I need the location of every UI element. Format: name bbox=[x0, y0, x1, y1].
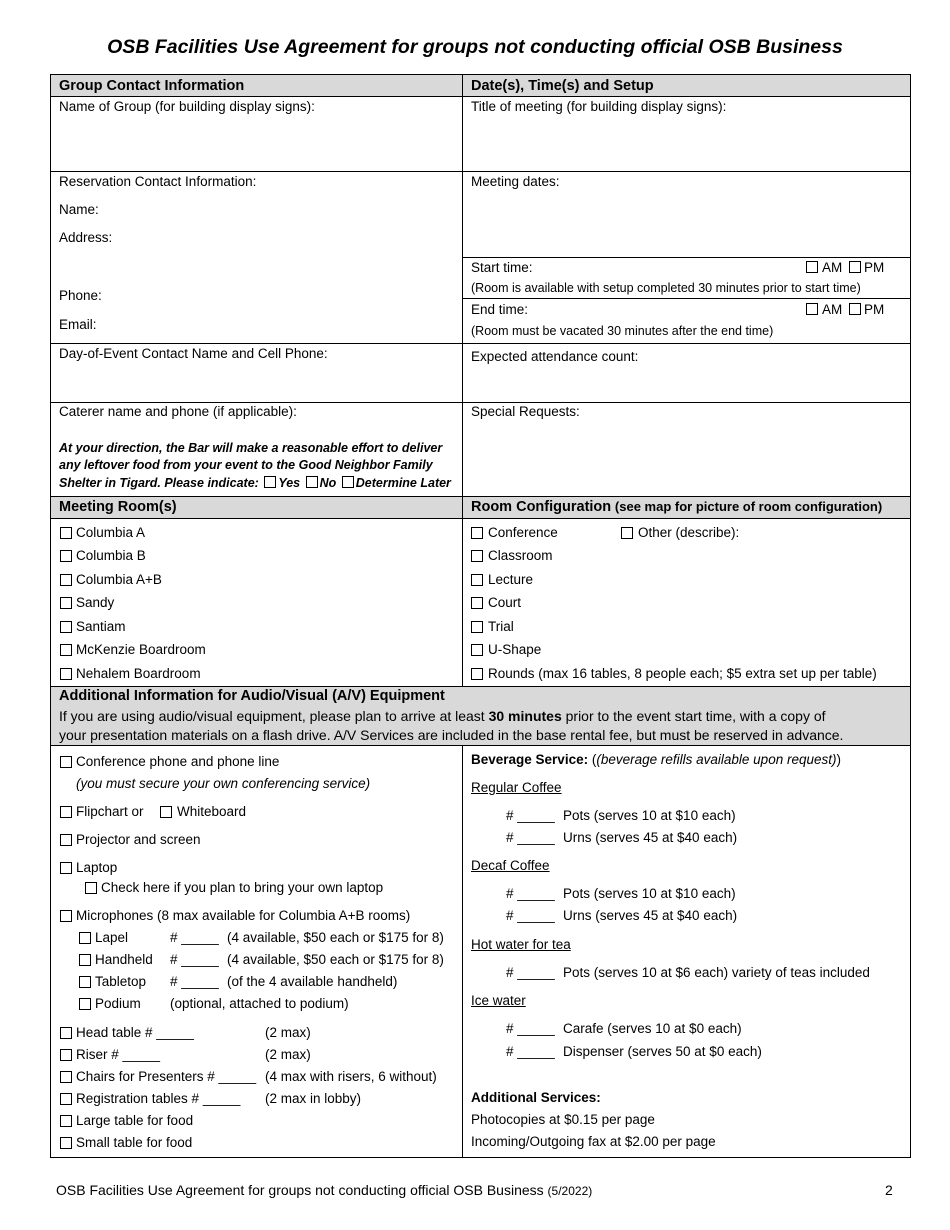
quantity-field[interactable]: # _____ bbox=[506, 1044, 555, 1059]
tabletop-mic-checkbox[interactable] bbox=[79, 976, 91, 988]
room-configuration-title: Room Configuration bbox=[471, 499, 612, 515]
end-time-note: (Room must be vacated 30 minutes after the end time) bbox=[471, 324, 774, 338]
own-laptop-checkbox[interactable] bbox=[85, 882, 97, 894]
yes-label: Yes bbox=[278, 476, 301, 490]
start-am-label: AM bbox=[822, 260, 843, 275]
config-label: Conference bbox=[488, 525, 558, 540]
end-pm-label: PM bbox=[864, 302, 885, 317]
room-label: Columbia A+B bbox=[76, 572, 162, 587]
flipchart-checkbox[interactable] bbox=[60, 806, 72, 818]
row-divider bbox=[50, 518, 911, 519]
paren: ( bbox=[591, 752, 597, 767]
row-divider bbox=[462, 257, 911, 258]
mic-note: (optional, attached to podium) bbox=[170, 996, 349, 1011]
end-am-checkbox[interactable] bbox=[806, 303, 818, 315]
row-divider bbox=[50, 96, 911, 97]
room-label: Nehalem Boardroom bbox=[76, 666, 201, 681]
room-label: Santiam bbox=[76, 619, 126, 634]
whiteboard-label: Whiteboard bbox=[177, 804, 247, 819]
regular-coffee-heading: Regular Coffee bbox=[471, 780, 562, 795]
av-info-emphasis: 30 minutes bbox=[488, 708, 562, 724]
extra-label[interactable]: Registration tables # _____ bbox=[76, 1091, 241, 1106]
start-am-checkbox[interactable] bbox=[806, 261, 818, 273]
end-pm-checkbox[interactable] bbox=[849, 303, 861, 315]
extra-label: Large table for food bbox=[76, 1113, 194, 1128]
paren: ) bbox=[836, 752, 841, 767]
meeting-dates-label[interactable]: Meeting dates: bbox=[471, 174, 560, 189]
conference-phone-label: Conference phone and phone line bbox=[76, 754, 280, 769]
room-checkbox[interactable] bbox=[60, 527, 72, 539]
room-label: McKenzie Boardroom bbox=[76, 642, 206, 657]
hot-water-heading: Hot water for tea bbox=[471, 937, 571, 952]
start-time-label[interactable]: Start time: bbox=[471, 260, 533, 275]
extra-note: (2 max) bbox=[265, 1025, 311, 1040]
own-laptop-label: Check here if you plan to bring your own laptop bbox=[101, 880, 384, 895]
room-checkbox[interactable] bbox=[60, 597, 72, 609]
mic-note: (4 available, $50 each or $175 for 8) bbox=[227, 952, 444, 967]
leftover-food-text: any leftover food from your event to the Good Neighbor Family bbox=[59, 458, 433, 472]
config-checkbox[interactable] bbox=[471, 621, 483, 633]
no-checkbox[interactable] bbox=[306, 476, 318, 488]
row-divider bbox=[50, 402, 911, 403]
room-checkbox[interactable] bbox=[60, 574, 72, 586]
item-description: Pots (serves 10 at $10 each) bbox=[563, 886, 736, 901]
column-divider bbox=[462, 74, 463, 686]
podium-mic-checkbox[interactable] bbox=[79, 998, 91, 1010]
determine-later-checkbox[interactable] bbox=[342, 476, 354, 488]
group-contact-header: Group Contact Information bbox=[59, 78, 245, 94]
room-label: Columbia A bbox=[76, 525, 146, 540]
footer-date: (5/2022) bbox=[547, 1184, 593, 1198]
item-description: Pots (serves 10 at $10 each) bbox=[563, 808, 736, 823]
config-label: Lecture bbox=[488, 572, 534, 587]
config-checkbox[interactable] bbox=[471, 550, 483, 562]
projector-checkbox[interactable] bbox=[60, 834, 72, 846]
registration-tables-checkbox[interactable] bbox=[60, 1093, 72, 1105]
other-config-label: Other (describe): bbox=[638, 525, 740, 540]
page-number: 2 bbox=[885, 1182, 893, 1198]
config-checkbox[interactable] bbox=[471, 527, 483, 539]
config-label: Trial bbox=[488, 619, 514, 634]
meeting-rooms-header: Meeting Room(s) bbox=[59, 499, 177, 515]
special-requests-label[interactable]: Special Requests: bbox=[471, 404, 580, 419]
footer-text: OSB Facilities Use Agreement for groups not conducting official OSB Business bbox=[56, 1182, 544, 1198]
extra-label[interactable]: Chairs for Presenters # _____ bbox=[76, 1069, 257, 1084]
av-header: Additional Information for Audio/Visual (A/V) Equipment bbox=[59, 688, 445, 704]
mic-name: Handheld bbox=[95, 952, 153, 967]
riser-checkbox[interactable] bbox=[60, 1049, 72, 1061]
av-info-text: your presentation materials on a flash drive. A/V Services are included in the base rental fee, but must be reserved in advance. bbox=[59, 727, 844, 743]
microphones-label: Microphones (8 max available for Columbia A+B rooms) bbox=[76, 908, 411, 923]
leftover-food-text: Shelter in Tigard. Please indicate: bbox=[59, 476, 259, 490]
reservation-contact-label: Reservation Contact Information: bbox=[59, 174, 257, 189]
yes-checkbox[interactable] bbox=[264, 476, 276, 488]
handheld-mic-checkbox[interactable] bbox=[79, 954, 91, 966]
large-food-table-checkbox[interactable] bbox=[60, 1115, 72, 1127]
start-pm-checkbox[interactable] bbox=[849, 261, 861, 273]
config-checkbox[interactable] bbox=[471, 574, 483, 586]
additional-services-header: Additional Services: bbox=[471, 1090, 601, 1105]
decaf-coffee-heading: Decaf Coffee bbox=[471, 858, 550, 873]
microphones-checkbox[interactable] bbox=[60, 910, 72, 922]
row-divider bbox=[50, 171, 462, 172]
extra-label[interactable]: Riser # _____ bbox=[76, 1047, 161, 1062]
projector-label: Projector and screen bbox=[76, 832, 201, 847]
email-field-label[interactable]: Email: bbox=[59, 317, 97, 332]
config-label: Classroom bbox=[488, 548, 553, 563]
mic-name: Tabletop bbox=[95, 974, 147, 989]
room-label: Columbia B bbox=[76, 548, 146, 563]
end-time-label[interactable]: End time: bbox=[471, 302, 529, 317]
row-divider bbox=[462, 298, 911, 299]
room-configuration-header bbox=[471, 499, 882, 515]
photocopies-text: Photocopies at $0.15 per page bbox=[471, 1112, 655, 1127]
item-description: Dispenser (serves 50 at $0 each) bbox=[563, 1044, 762, 1059]
laptop-label: Laptop bbox=[76, 860, 118, 875]
leftover-food-text: At your direction, the Bar will make a reasonable effort to deliver bbox=[59, 441, 443, 455]
presenter-chairs-checkbox[interactable] bbox=[60, 1071, 72, 1083]
config-checkbox[interactable] bbox=[471, 668, 483, 680]
meeting-title-label[interactable]: Title of meeting (for building display signs): bbox=[471, 99, 727, 114]
row-divider bbox=[50, 343, 911, 344]
row-divider bbox=[50, 496, 911, 497]
group-name-label[interactable]: Name of Group (for building display signs): bbox=[59, 99, 315, 114]
extra-note: (2 max in lobby) bbox=[265, 1091, 362, 1106]
start-time-note: (Room is available with setup completed 30 minutes prior to start time) bbox=[471, 281, 861, 295]
date-time-setup-header: Date(s), Time(s) and Setup bbox=[471, 78, 654, 94]
mic-quantity-field[interactable]: # _____ bbox=[170, 930, 219, 945]
other-config-checkbox[interactable] bbox=[621, 527, 633, 539]
ice-water-heading: Ice water bbox=[471, 993, 526, 1008]
phone-field-label[interactable]: Phone: bbox=[59, 288, 102, 303]
quantity-field[interactable]: # _____ bbox=[506, 965, 555, 980]
determine-later-label: Determine Later bbox=[355, 476, 451, 490]
quantity-field[interactable]: # _____ bbox=[506, 808, 555, 823]
mic-quantity-field[interactable]: # _____ bbox=[170, 952, 219, 967]
av-info-line bbox=[59, 708, 826, 724]
laptop-checkbox[interactable] bbox=[60, 862, 72, 874]
config-label: Court bbox=[488, 595, 522, 610]
address-field-label[interactable]: Address: bbox=[59, 230, 113, 245]
flipchart-label: Flipchart or bbox=[76, 804, 144, 819]
quantity-field[interactable]: # _____ bbox=[506, 1021, 555, 1036]
whiteboard-checkbox[interactable] bbox=[160, 806, 172, 818]
mic-name: Podium bbox=[95, 996, 141, 1011]
config-label: U-Shape bbox=[488, 642, 542, 657]
item-description: Urns (serves 45 at $40 each) bbox=[563, 830, 738, 845]
av-info-text: If you are using audio/visual equipment, please plan to arrive at least bbox=[59, 708, 485, 724]
room-label: Sandy bbox=[76, 595, 115, 610]
row-divider bbox=[50, 745, 911, 746]
row-divider bbox=[462, 171, 911, 172]
column-divider bbox=[462, 745, 463, 1158]
caterer-label[interactable]: Caterer name and phone (if applicable): bbox=[59, 404, 297, 419]
day-of-event-contact-label[interactable]: Day-of-Event Contact Name and Cell Phone: bbox=[59, 346, 328, 361]
room-checkbox[interactable] bbox=[60, 668, 72, 680]
beverage-service-line bbox=[471, 752, 841, 768]
extra-note: (2 max) bbox=[265, 1047, 311, 1062]
beverage-service-note: (beverage refills available upon request) bbox=[596, 752, 837, 767]
room-checkbox[interactable] bbox=[60, 621, 72, 633]
item-description: Carafe (serves 10 at $0 each) bbox=[563, 1021, 742, 1036]
quantity-field[interactable]: # _____ bbox=[506, 886, 555, 901]
config-label: Rounds (max 16 tables, 8 people each; $5 extra set up per table) bbox=[488, 666, 877, 681]
row-divider bbox=[50, 686, 911, 687]
room-configuration-note: (see map for picture of room configuration) bbox=[614, 499, 883, 514]
head-table-checkbox[interactable] bbox=[60, 1027, 72, 1039]
fax-text: Incoming/Outgoing fax at $2.00 per page bbox=[471, 1134, 716, 1149]
page-title: OSB Facilities Use Agreement for groups not conducting official OSB Business bbox=[107, 36, 843, 58]
mic-quantity-field[interactable]: # _____ bbox=[170, 974, 219, 989]
av-info-text: prior to the event start time, with a copy of bbox=[565, 708, 826, 724]
end-am-label: AM bbox=[822, 302, 843, 317]
conference-phone-note: (you must secure your own conferencing service) bbox=[76, 776, 371, 791]
quantity-field[interactable]: # _____ bbox=[506, 830, 555, 845]
config-checkbox[interactable] bbox=[471, 597, 483, 609]
extra-label: Small table for food bbox=[76, 1135, 193, 1150]
mic-note: (of the 4 available handheld) bbox=[227, 974, 398, 989]
leftover-food-indicate bbox=[59, 475, 451, 491]
small-food-table-checkbox[interactable] bbox=[60, 1137, 72, 1149]
item-description: Urns (serves 45 at $40 each) bbox=[563, 908, 738, 923]
quantity-field[interactable]: # _____ bbox=[506, 908, 555, 923]
room-checkbox[interactable] bbox=[60, 550, 72, 562]
beverage-service-label: Beverage Service: bbox=[471, 752, 589, 767]
attendance-label[interactable]: Expected attendance count: bbox=[471, 349, 639, 364]
conference-phone-checkbox[interactable] bbox=[60, 756, 72, 768]
name-field-label[interactable]: Name: bbox=[59, 202, 99, 217]
extra-note: (4 max with risers, 6 without) bbox=[265, 1069, 437, 1084]
mic-name: Lapel bbox=[95, 930, 129, 945]
room-checkbox[interactable] bbox=[60, 644, 72, 656]
no-label: No bbox=[319, 476, 337, 490]
footer bbox=[56, 1182, 592, 1198]
lapel-mic-checkbox[interactable] bbox=[79, 932, 91, 944]
config-checkbox[interactable] bbox=[471, 644, 483, 656]
start-pm-label: PM bbox=[864, 260, 885, 275]
extra-label[interactable]: Head table # _____ bbox=[76, 1025, 194, 1040]
mic-note: (4 available, $50 each or $175 for 8) bbox=[227, 930, 444, 945]
item-description: Pots (serves 10 at $6 each) variety of teas included bbox=[563, 965, 870, 980]
